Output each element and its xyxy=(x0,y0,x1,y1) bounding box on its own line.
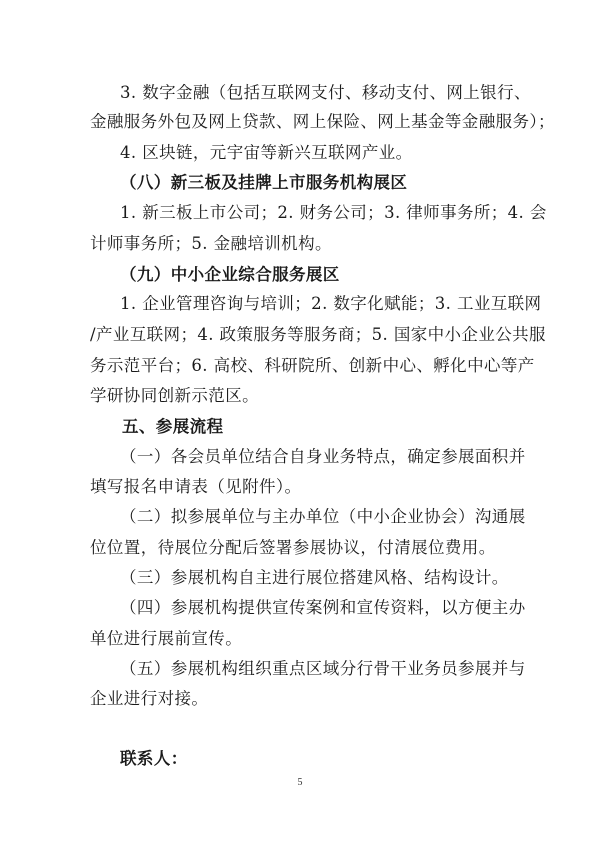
item-digital-finance-cont: 金融服务外包及网上贷款、网上保险、网上基金等金融服务）； xyxy=(90,112,555,131)
section-8-text-cont: 计师事务所；5. 金融培训机构。 xyxy=(90,234,332,253)
process-step-3: （三）参展机构自主进行展位搭建风格、结构设计。 xyxy=(120,568,509,587)
section-9-text-cont-3: 学研协同创新示范区。 xyxy=(90,386,259,405)
section-9-text-cont-1: /产业互联网；4. 政策服务等服务商；5. 国家中小企业公共服 xyxy=(90,325,546,344)
process-step-1-cont: 填写报名申请表（见附件）。 xyxy=(90,477,302,496)
process-step-1: （一）各会员单位结合自身业务特点，确定参展面积并 xyxy=(120,447,526,466)
chapter-heading-5: 五、参展流程 xyxy=(122,417,224,436)
process-step-4-cont: 单位进行展前宣传。 xyxy=(90,629,243,648)
item-blockchain: 4. 区块链，元宇宙等新兴互联网产业。 xyxy=(120,143,413,162)
process-step-5-cont: 企业进行对接。 xyxy=(90,689,209,708)
process-step-5: （五）参展机构组织重点区域分行骨干业务员参展并与 xyxy=(120,659,526,678)
contact-label: 联系人： xyxy=(120,749,188,768)
item-digital-finance: 3. 数字金融（包括互联网支付、移动支付、网上银行、 xyxy=(120,83,531,102)
section-9-text-cont-2: 务示范平台；6. 高校、科研院所、创新中心、孵化中心等产 xyxy=(90,356,535,375)
section-heading-9: （九）中小企业综合服务展区 xyxy=(120,265,340,284)
page-number: 5 xyxy=(297,777,303,788)
process-step-2-cont: 位位置，待展位分配后签署参展协议，付清展位费用。 xyxy=(90,538,496,557)
section-heading-8: （八）新三板及挂牌上市服务机构展区 xyxy=(120,173,408,192)
process-step-4: （四）参展机构提供宣传案例和宣传资料，以方便主办 xyxy=(120,598,526,617)
process-step-2: （二）拟参展单位与主办单位（中小企业协会）沟通展 xyxy=(120,507,526,526)
section-8-text: 1. 新三板上市公司；2. 财务公司；3. 律师事务所；4. 会 xyxy=(120,203,547,222)
section-9-text: 1. 企业管理咨询与培训；2. 数字化赋能；3. 工业互联网 xyxy=(120,294,542,313)
